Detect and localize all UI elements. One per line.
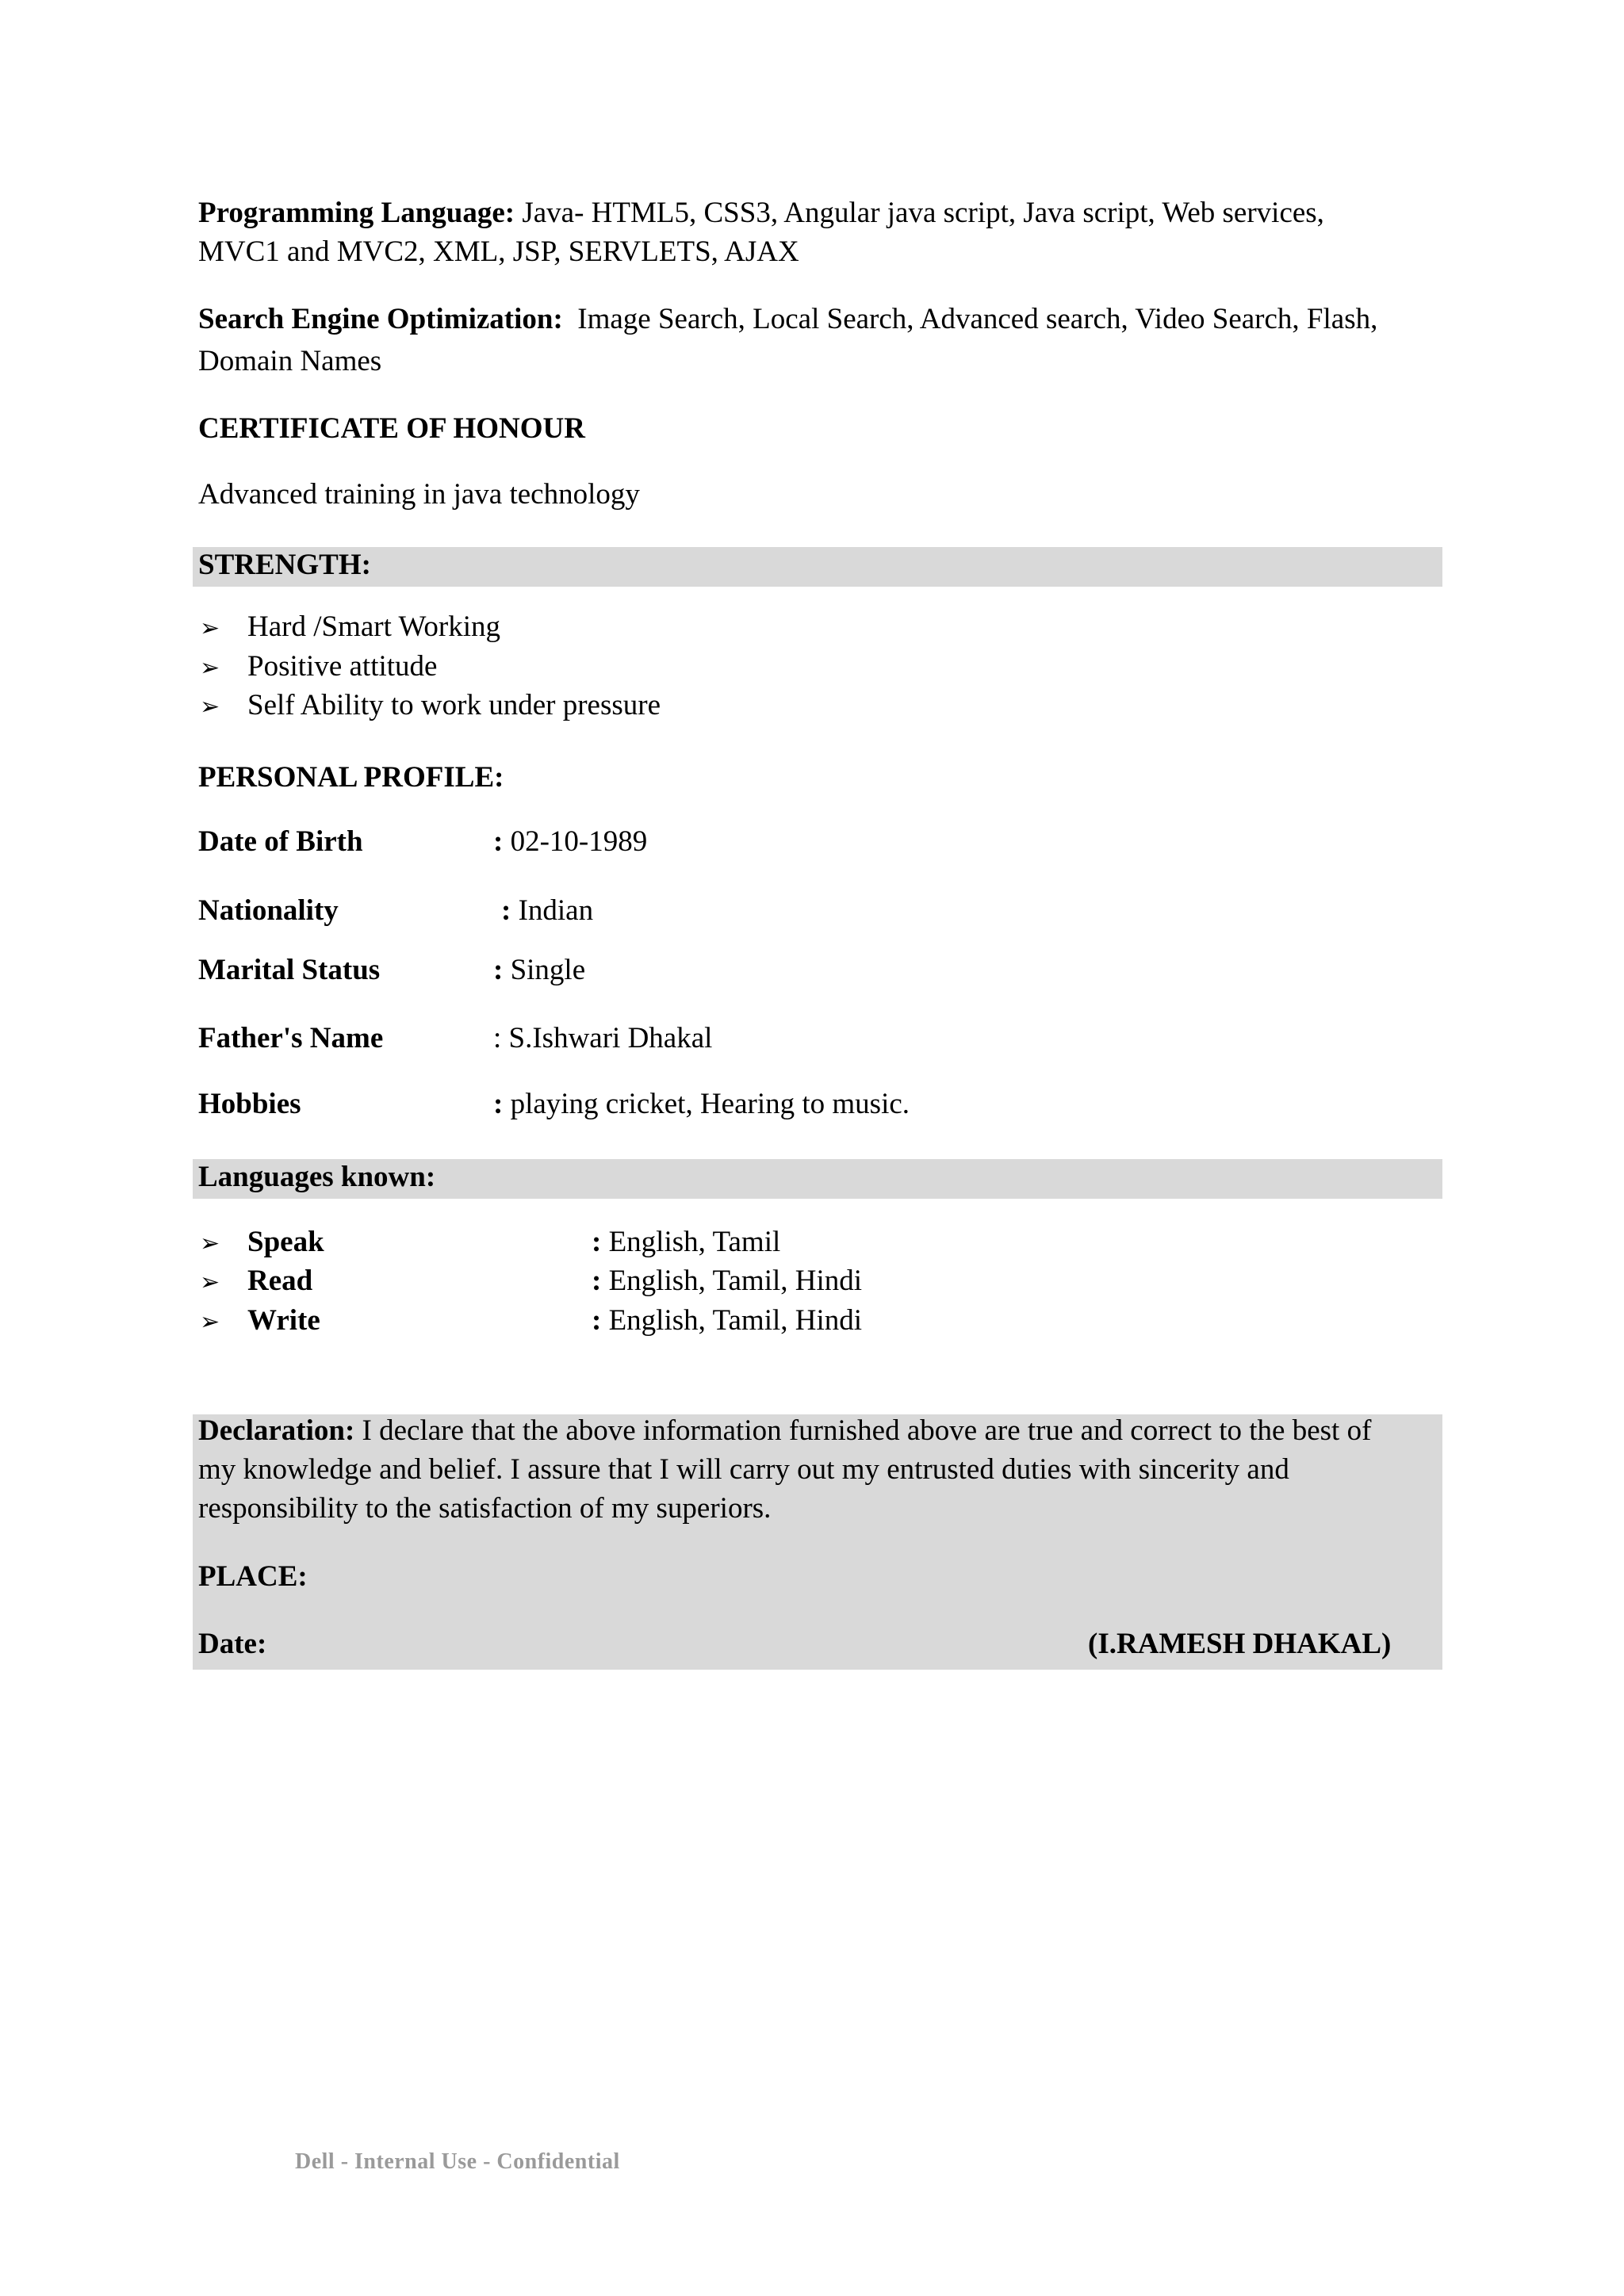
programming-language-line2: MVC1 and MVC2, XML, JSP, SERVLETS, AJAX [198,235,799,268]
confidential-footer: Dell - Internal Use - Confidential [295,2149,620,2174]
profile-value-text: playing cricket, Hearing to music. [510,1088,910,1120]
language-skill-label: Write [247,1304,320,1337]
profile-value-text: Single [510,954,586,986]
language-skill-value: : English, Tamil [592,1226,781,1258]
language-skill-value: : English, Tamil, Hindi [592,1304,863,1337]
languages-heading: Languages known: [198,1161,436,1193]
profile-label: Father's Name [198,1022,384,1054]
seo-line2: Domain Names [198,345,382,377]
signature-name: (I.RAMESH DHAKAL) [1088,1628,1392,1660]
profile-value: : playing cricket, Hearing to music. [493,1088,910,1120]
language-skill-text: English, Tamil, Hindi [608,1265,863,1297]
language-skill-text: English, Tamil [608,1226,781,1258]
arrow-bullet-icon: ➢ [200,1309,220,1335]
seo-value: Image Search, Local Search, Advanced search, Video Search, Flash, [577,303,1378,335]
certificate-heading: CERTIFICATE OF HONOUR [198,412,585,445]
profile-label: Hobbies [198,1088,301,1120]
seo-label: Search Engine Optimization: [198,303,563,335]
language-skill-text: English, Tamil, Hindi [608,1304,863,1337]
place-label: PLACE: [198,1560,308,1593]
declaration-label: Declaration: [198,1414,355,1447]
personal-profile-heading: PERSONAL PROFILE: [198,761,504,794]
profile-label: Nationality [198,894,339,927]
declaration-text: I declare that the above information furnished above are true and correct to the best of [362,1414,1372,1447]
programming-language-line1 [198,193,1435,233]
declaration-line2: my knowledge and belief. I assure that I will carry out my entrusted duties with sincerity and [198,1453,1289,1486]
profile-value: : Single [493,954,586,986]
declaration-line3: responsibility to the satisfaction of my superiors. [198,1492,772,1525]
certificate-text: Advanced training in java technology [198,478,640,511]
arrow-bullet-icon: ➢ [200,1230,220,1257]
programming-language-label: Programming Language: [198,197,515,229]
date-label: Date: [198,1628,267,1660]
arrow-bullet-icon: ➢ [200,1269,220,1295]
profile-value: : S.Ishwari Dhakal [493,1022,713,1054]
strength-item-text: Self Ability to work under pressure [247,689,661,721]
profile-value-text: S.Ishwari Dhakal [508,1022,713,1054]
arrow-bullet-icon: ➢ [200,694,220,720]
strength-item-text: Positive attitude [247,650,438,683]
strength-item-text: Hard /Smart Working [247,610,501,643]
language-skill-label: Read [247,1265,313,1297]
language-skill-value: : English, Tamil, Hindi [592,1265,863,1297]
profile-value-text: Indian [518,894,594,927]
profile-value-text: 02-10-1989 [510,825,648,858]
declaration-line1 [198,1411,1435,1451]
arrow-bullet-icon: ➢ [200,655,220,681]
profile-label: Marital Status [198,954,381,986]
profile-value: : 02-10-1989 [493,825,648,858]
seo-line1 [198,300,1435,339]
language-skill-label: Speak [247,1226,324,1258]
profile-label: Date of Birth [198,825,363,858]
profile-value: : Indian [501,894,594,927]
strength-heading: STRENGTH: [198,549,371,581]
programming-language-value: Java- HTML5, CSS3, Angular java script, Java script, Web services, [522,197,1324,229]
arrow-bullet-icon: ➢ [200,615,220,641]
